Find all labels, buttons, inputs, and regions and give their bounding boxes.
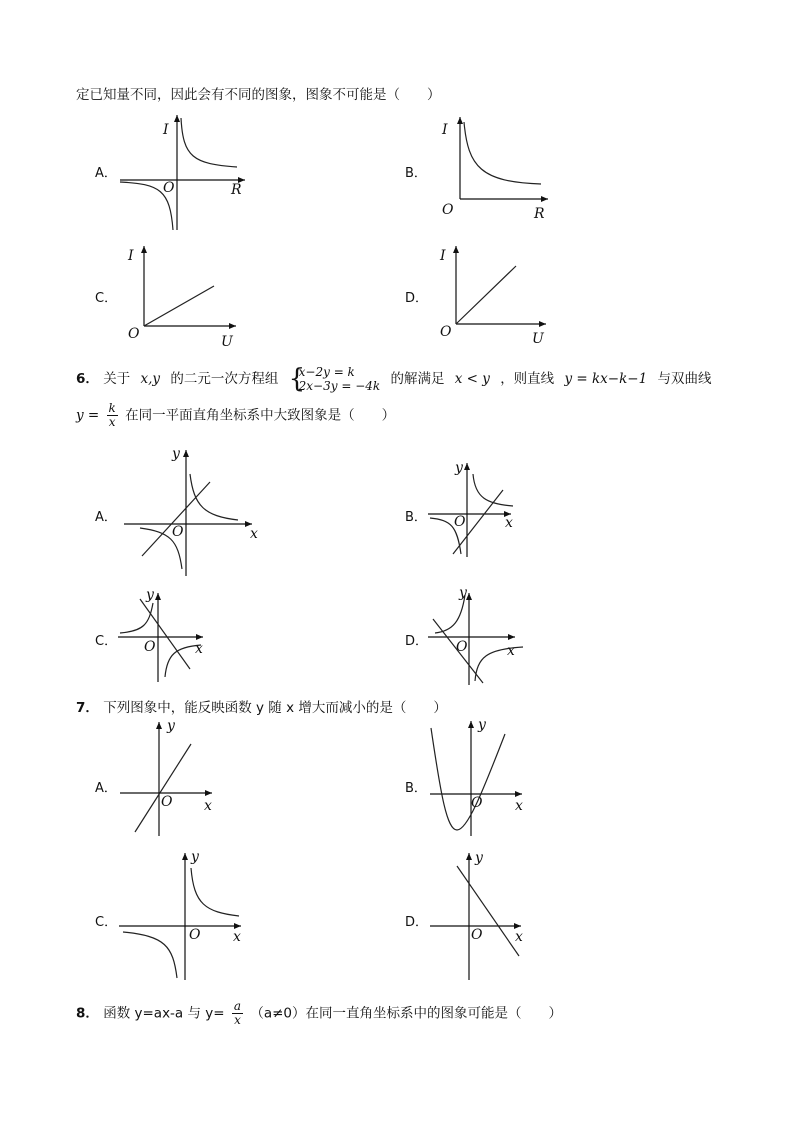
brace-symbol: { — [288, 364, 306, 394]
q6b-x-label: x — [505, 515, 513, 531]
q6-eq2: 2x−3y = −4k — [298, 379, 381, 393]
q6-line-pre: ，则直线 — [500, 371, 555, 387]
q7b-x-label: x — [515, 798, 523, 814]
q7-text: 下列图象中，能反映函数 y 随 x 增大而减小的是（ ） — [103, 700, 447, 716]
q7b-origin-label: O — [471, 795, 483, 811]
q5c-U-label: U — [221, 334, 233, 350]
q6-question-line2 — [76, 402, 395, 429]
q6a-origin-label: O — [172, 524, 184, 540]
q6-question-line1 — [76, 365, 712, 393]
q6a-x-label: x — [250, 526, 258, 542]
q7a-origin-label: O — [161, 794, 173, 810]
q6-option-b-label: B． — [405, 510, 427, 525]
q5-graph-d — [438, 240, 558, 348]
q6-graph-b — [425, 460, 530, 560]
q7b-y-label: y — [478, 717, 486, 733]
q6-number: 6． — [76, 371, 99, 387]
q6c-y-label: y — [146, 587, 154, 603]
q5-option-d-label: D． — [405, 291, 429, 306]
q6-option-d-label: D． — [405, 634, 429, 649]
q5b-R-label: R — [534, 206, 545, 222]
q5-graph-b — [436, 112, 556, 222]
q7-question — [76, 696, 447, 716]
q5a-I-label: I — [163, 122, 169, 138]
q6-vars: x,y — [140, 371, 161, 387]
q7-graph-b — [425, 716, 530, 838]
q6-option-c-label: C． — [95, 634, 118, 649]
q6-eq1: x−2y = k — [298, 365, 355, 379]
q6-pre: 关于 — [103, 371, 131, 387]
q6c-x-label: x — [195, 641, 203, 657]
q7-option-b-label: B． — [405, 781, 427, 796]
q7-number: 7． — [76, 700, 99, 716]
q6d-x-label: x — [507, 643, 515, 659]
q7c-origin-label: O — [189, 927, 201, 943]
q6-cond-pre: 的解满足 — [390, 371, 445, 387]
q6-hyp-fraction — [107, 402, 118, 429]
q7-option-d-label: D． — [405, 915, 429, 930]
q6d-y-label: y — [459, 585, 467, 601]
q7a-y-label: y — [167, 718, 175, 734]
q6-graph-a — [120, 444, 265, 579]
q6d-origin-label: O — [456, 639, 468, 655]
q6a-y-label: y — [172, 446, 180, 462]
q8-den: x — [234, 1013, 241, 1027]
q7d-y-label: y — [475, 850, 483, 866]
q7c-x-label: x — [233, 929, 241, 945]
q6-line-post: 与双曲线 — [657, 371, 712, 387]
q7-graph-c — [115, 848, 250, 983]
q6-graph-d — [425, 585, 530, 690]
q8-fraction — [232, 1000, 243, 1027]
q6-option-a-label: A． — [95, 510, 117, 525]
q8-num: a — [233, 999, 242, 1013]
q5a-R-label: R — [231, 182, 242, 198]
q6-equation-system — [289, 365, 381, 393]
q8-post: （a≠0）在同一直角坐标系中的图象可能是（ ） — [250, 1005, 563, 1022]
q5d-origin-label: O — [440, 324, 452, 340]
q6c-origin-label: O — [144, 639, 156, 655]
q6-hyp-y: y = — [76, 407, 100, 424]
q6-cond: x < y — [454, 371, 490, 387]
q5d-U-label: U — [532, 331, 544, 347]
q6b-origin-label: O — [454, 514, 466, 530]
q7d-origin-label: O — [471, 927, 483, 943]
q5-option-a-label: A． — [95, 166, 117, 181]
q6-line-eq: y = kx−k−1 — [564, 371, 648, 387]
q8-number: 8． — [76, 1005, 99, 1022]
q5b-origin-label: O — [442, 202, 454, 218]
q5-option-b-label: B． — [405, 166, 427, 181]
q7-option-a-label: A． — [95, 781, 117, 796]
q5-graph-c — [126, 240, 246, 348]
q6-tail: 在同一平面直角坐标系中大致图象是（ ） — [125, 407, 396, 424]
intro-text: 定已知量不同，因此会有不同的图象，图象不可能是（ ） — [76, 87, 441, 103]
q6-hyp-num: k — [108, 401, 116, 415]
q8-question — [76, 1000, 562, 1027]
q5-option-c-label: C． — [95, 291, 118, 306]
q5c-I-label: I — [128, 248, 134, 264]
q6-hyp-den: x — [108, 415, 116, 429]
q6-graph-c — [115, 585, 215, 685]
q5d-I-label: I — [440, 248, 446, 264]
q5-graph-a — [115, 112, 255, 234]
q7c-y-label: y — [191, 849, 199, 865]
q8-pre: 函数 y=ax-a 与 y= — [103, 1005, 225, 1022]
q7-graph-a — [115, 716, 220, 838]
q5b-I-label: I — [442, 122, 448, 138]
q6b-y-label: y — [455, 460, 463, 476]
q5a-origin-label: O — [163, 180, 175, 196]
q7d-x-label: x — [515, 929, 523, 945]
q7-option-c-label: C． — [95, 915, 118, 930]
q6-mid: 的二元一次方程组 — [170, 371, 279, 387]
q7-graph-d — [425, 848, 530, 983]
q7a-x-label: x — [204, 798, 212, 814]
q5c-origin-label: O — [128, 326, 140, 342]
